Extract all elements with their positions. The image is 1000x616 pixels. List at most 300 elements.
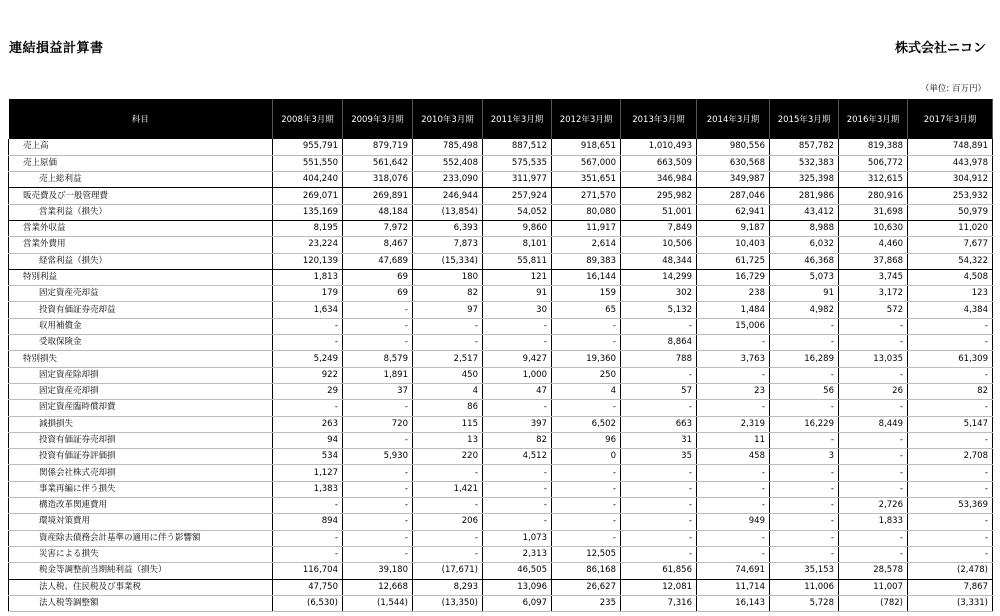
value-cell: 23 [697, 383, 770, 399]
value-cell: - [552, 514, 621, 530]
value-cell: - [273, 318, 343, 334]
value-cell: 12,668 [343, 579, 413, 595]
value-cell: - [770, 514, 839, 530]
value-cell: - [839, 481, 908, 497]
table-body [9, 139, 993, 612]
table-row [9, 432, 993, 448]
value-cell: 552,408 [413, 155, 483, 171]
value-cell: - [770, 481, 839, 497]
value-cell: - [273, 400, 343, 416]
value-cell: 80,080 [552, 204, 621, 220]
value-cell: 30 [483, 302, 552, 318]
value-cell: 9,427 [483, 351, 552, 367]
table-row [9, 400, 993, 416]
value-cell: 346,984 [621, 172, 697, 188]
value-cell: - [343, 335, 413, 351]
value-cell: 922 [273, 367, 343, 383]
row-label: 営業利益（損失） [9, 204, 273, 220]
value-cell: 235 [552, 595, 621, 611]
value-cell: - [343, 546, 413, 562]
value-cell: 404,240 [273, 172, 343, 188]
row-label: 関係会社株式売却損 [9, 465, 273, 481]
row-label: 営業外収益 [9, 220, 273, 236]
value-cell: - [697, 335, 770, 351]
table-row [9, 579, 993, 595]
value-cell: 10,506 [621, 237, 697, 253]
value-cell: - [343, 432, 413, 448]
value-cell: 304,912 [908, 172, 993, 188]
value-cell: 123 [908, 286, 993, 302]
column-header-year: 2013年3月期 [621, 99, 697, 139]
row-label: 固定資産売却益 [9, 286, 273, 302]
value-cell: 13,096 [483, 579, 552, 595]
value-cell: 663,509 [621, 155, 697, 171]
value-cell: - [273, 530, 343, 546]
value-cell: 1,813 [273, 269, 343, 285]
value-cell: 16,144 [552, 269, 621, 285]
value-cell: 86 [413, 400, 483, 416]
value-cell: 567,000 [552, 155, 621, 171]
value-cell: 233,090 [413, 172, 483, 188]
value-cell: - [908, 530, 993, 546]
value-cell: 879,719 [343, 139, 413, 155]
row-label: 営業外費用 [9, 237, 273, 253]
value-cell: 13,035 [839, 351, 908, 367]
value-cell: 54,052 [483, 204, 552, 220]
value-cell: 47,750 [273, 579, 343, 595]
value-cell: 1,383 [273, 481, 343, 497]
value-cell: 857,782 [770, 139, 839, 155]
row-label: 固定資産除却損 [9, 367, 273, 383]
value-cell: 11 [697, 432, 770, 448]
value-cell: 14,299 [621, 269, 697, 285]
value-cell: - [697, 400, 770, 416]
value-cell: - [621, 367, 697, 383]
value-cell: 23,224 [273, 237, 343, 253]
table-row [9, 530, 993, 546]
value-cell: - [483, 318, 552, 334]
value-cell: 9,187 [697, 220, 770, 236]
value-cell: - [908, 481, 993, 497]
table-row [9, 139, 993, 155]
value-cell: 46,368 [770, 253, 839, 269]
value-cell: - [621, 498, 697, 514]
value-cell: - [483, 514, 552, 530]
value-cell: - [839, 335, 908, 351]
row-label: 売上総利益 [9, 172, 273, 188]
value-cell: - [770, 335, 839, 351]
value-cell: 4,460 [839, 237, 908, 253]
value-cell: 551,550 [273, 155, 343, 171]
table-row [9, 188, 993, 204]
value-cell: 8,467 [343, 237, 413, 253]
value-cell: - [621, 530, 697, 546]
value-cell: 253,932 [908, 188, 993, 204]
value-cell: 15,006 [697, 318, 770, 334]
row-label: 構造改革関連費用 [9, 498, 273, 514]
value-cell: 263 [273, 416, 343, 432]
value-cell: 6,502 [552, 416, 621, 432]
value-cell: - [483, 465, 552, 481]
row-label: 環境対策費用 [9, 514, 273, 530]
value-cell: 572 [839, 302, 908, 318]
value-cell: - [839, 400, 908, 416]
value-cell: 2,319 [697, 416, 770, 432]
value-cell: 50,979 [908, 204, 993, 220]
value-cell: 271,570 [552, 188, 621, 204]
value-cell: 2,614 [552, 237, 621, 253]
table-row [9, 595, 993, 611]
value-cell: 61,856 [621, 563, 697, 579]
value-cell: 250 [552, 367, 621, 383]
value-cell: - [839, 432, 908, 448]
value-cell: 19,360 [552, 351, 621, 367]
value-cell: 11,006 [770, 579, 839, 595]
table-row [9, 449, 993, 465]
value-cell: - [770, 432, 839, 448]
value-cell: 37,868 [839, 253, 908, 269]
value-cell: 238 [697, 286, 770, 302]
table-row [9, 481, 993, 497]
value-cell: - [413, 465, 483, 481]
value-cell: 7,972 [343, 220, 413, 236]
value-cell: - [273, 498, 343, 514]
value-cell: 116,704 [273, 563, 343, 579]
value-cell: 11,020 [908, 220, 993, 236]
value-cell: - [770, 465, 839, 481]
row-label: 経常利益（損失） [9, 253, 273, 269]
value-cell: 5,147 [908, 416, 993, 432]
column-header-year: 2010年3月期 [413, 99, 483, 139]
value-cell: 89,383 [552, 253, 621, 269]
value-cell: 246,944 [413, 188, 483, 204]
value-cell: 1,484 [697, 302, 770, 318]
value-cell: 4 [552, 383, 621, 399]
value-cell: - [413, 335, 483, 351]
value-cell: - [839, 546, 908, 562]
value-cell: 8,579 [343, 351, 413, 367]
value-cell: 8,195 [273, 220, 343, 236]
value-cell: 46,505 [483, 563, 552, 579]
value-cell: 9,860 [483, 220, 552, 236]
value-cell: 94 [273, 432, 343, 448]
value-cell: 287,046 [697, 188, 770, 204]
value-cell: - [770, 498, 839, 514]
value-cell: - [343, 514, 413, 530]
value-cell: - [483, 400, 552, 416]
value-cell: 31,698 [839, 204, 908, 220]
value-cell: - [770, 530, 839, 546]
value-cell: 5,930 [343, 449, 413, 465]
column-header-year: 2008年3月期 [273, 99, 343, 139]
value-cell: 1,073 [483, 530, 552, 546]
value-cell: - [343, 465, 413, 481]
column-header-account: 科目 [9, 99, 273, 139]
value-cell: 8,293 [413, 579, 483, 595]
value-cell: 450 [413, 367, 483, 383]
value-cell: 48,184 [343, 204, 413, 220]
value-cell: (15,334) [413, 253, 483, 269]
company-name: 株式会社ニコン [894, 41, 986, 56]
value-cell: - [697, 546, 770, 562]
value-cell: - [908, 546, 993, 562]
value-cell: 6,097 [483, 595, 552, 611]
value-cell: - [908, 514, 993, 530]
value-cell: 534 [273, 449, 343, 465]
value-cell: 11,714 [697, 579, 770, 595]
value-cell: 47 [483, 383, 552, 399]
value-cell: 3 [770, 449, 839, 465]
value-cell: - [697, 481, 770, 497]
table-row [9, 318, 993, 334]
value-cell: 31 [621, 432, 697, 448]
value-cell: 53,369 [908, 498, 993, 514]
value-cell: - [839, 465, 908, 481]
row-label: 投資有価証券売却益 [9, 302, 273, 318]
value-cell: - [908, 367, 993, 383]
value-cell: - [908, 400, 993, 416]
row-label: 特別利益 [9, 269, 273, 285]
value-cell: 5,132 [621, 302, 697, 318]
value-cell: 135,169 [273, 204, 343, 220]
value-cell: - [839, 449, 908, 465]
value-cell: 2,708 [908, 449, 993, 465]
value-cell: - [770, 318, 839, 334]
value-cell: 1,634 [273, 302, 343, 318]
table-row [9, 465, 993, 481]
value-cell: 13 [413, 432, 483, 448]
value-cell: 82 [908, 383, 993, 399]
value-cell: 269,071 [273, 188, 343, 204]
value-cell: - [621, 481, 697, 497]
value-cell: 48,344 [621, 253, 697, 269]
value-cell: - [621, 514, 697, 530]
value-cell: - [908, 335, 993, 351]
value-cell: - [839, 318, 908, 334]
value-cell: - [908, 318, 993, 334]
value-cell: 5,728 [770, 595, 839, 611]
table-row [9, 204, 993, 220]
value-cell: - [908, 465, 993, 481]
column-header-year: 2015年3月期 [770, 99, 839, 139]
value-cell: 91 [483, 286, 552, 302]
value-cell: (1,544) [343, 595, 413, 611]
value-cell: 785,498 [413, 139, 483, 155]
row-label: 受取保険金 [9, 335, 273, 351]
value-cell: 8,988 [770, 220, 839, 236]
row-label: 特別損失 [9, 351, 273, 367]
value-cell: - [552, 481, 621, 497]
value-cell: - [343, 318, 413, 334]
value-cell: 8,864 [621, 335, 697, 351]
value-cell: 35 [621, 449, 697, 465]
value-cell: 7,677 [908, 237, 993, 253]
value-cell: 16,729 [697, 269, 770, 285]
value-cell: 96 [552, 432, 621, 448]
value-cell: 121 [483, 269, 552, 285]
value-cell: 2,726 [839, 498, 908, 514]
row-label: 災害による損失 [9, 546, 273, 562]
value-cell: 887,512 [483, 139, 552, 155]
value-cell: - [413, 498, 483, 514]
value-cell: 663 [621, 416, 697, 432]
row-label: 投資有価証券売却損 [9, 432, 273, 448]
row-label: 売上高 [9, 139, 273, 155]
value-cell: - [552, 530, 621, 546]
value-cell: 7,316 [621, 595, 697, 611]
value-cell: (13,350) [413, 595, 483, 611]
value-cell: 351,651 [552, 172, 621, 188]
row-label: 法人税、住民税及び事業税 [9, 579, 273, 595]
value-cell: - [343, 530, 413, 546]
value-cell: 28,578 [839, 563, 908, 579]
value-cell: 5,249 [273, 351, 343, 367]
value-cell: 0 [552, 449, 621, 465]
value-cell: 2,313 [483, 546, 552, 562]
value-cell: 115 [413, 416, 483, 432]
value-cell: 918,651 [552, 139, 621, 155]
table-header-row [9, 99, 993, 139]
value-cell: - [413, 318, 483, 334]
row-label: 法人税等調整額 [9, 595, 273, 611]
column-header-year: 2014年3月期 [697, 99, 770, 139]
value-cell: - [621, 400, 697, 416]
value-cell: - [552, 318, 621, 334]
value-cell: (2,478) [908, 563, 993, 579]
value-cell: 4,512 [483, 449, 552, 465]
value-cell: 69 [343, 286, 413, 302]
value-cell: 295,982 [621, 188, 697, 204]
table-row [9, 351, 993, 367]
value-cell: - [413, 530, 483, 546]
value-cell: - [697, 498, 770, 514]
value-cell: 819,388 [839, 139, 908, 155]
value-cell: 720 [343, 416, 413, 432]
table-row [9, 253, 993, 269]
table-row [9, 416, 993, 432]
value-cell: 82 [483, 432, 552, 448]
value-cell: 1,891 [343, 367, 413, 383]
value-cell: - [273, 335, 343, 351]
column-header-year: 2012年3月期 [552, 99, 621, 139]
value-cell: - [621, 465, 697, 481]
value-cell: 6,032 [770, 237, 839, 253]
value-cell: - [839, 530, 908, 546]
value-cell: 159 [552, 286, 621, 302]
value-cell: - [413, 546, 483, 562]
column-header-year: 2009年3月期 [343, 99, 413, 139]
row-label: 固定資産売却損 [9, 383, 273, 399]
value-cell: - [483, 498, 552, 514]
table-row [9, 498, 993, 514]
value-cell: 4,982 [770, 302, 839, 318]
value-cell: 788 [621, 351, 697, 367]
value-cell: 43,412 [770, 204, 839, 220]
row-label: 減損損失 [9, 416, 273, 432]
value-cell: - [343, 481, 413, 497]
row-label: 投資有価証券評価損 [9, 449, 273, 465]
value-cell: 458 [697, 449, 770, 465]
value-cell: 1,010,493 [621, 139, 697, 155]
value-cell: 54,322 [908, 253, 993, 269]
table-row [9, 302, 993, 318]
value-cell: 65 [552, 302, 621, 318]
value-cell: 349,987 [697, 172, 770, 188]
value-cell: 8,449 [839, 416, 908, 432]
value-cell: 5,073 [770, 269, 839, 285]
value-cell: 269,891 [343, 188, 413, 204]
unit-note: （単位: 百万円） [920, 84, 986, 94]
value-cell: 62,941 [697, 204, 770, 220]
value-cell: (3,331) [908, 595, 993, 611]
row-label: 販売費及び一般管理費 [9, 188, 273, 204]
value-cell: 220 [413, 449, 483, 465]
value-cell: 894 [273, 514, 343, 530]
value-cell: 443,978 [908, 155, 993, 171]
value-cell: - [343, 498, 413, 514]
income-statement-table [8, 99, 993, 612]
value-cell: 57 [621, 383, 697, 399]
value-cell: 55,811 [483, 253, 552, 269]
row-label: 資産除去債務会計基準の適用に伴う影響額 [9, 530, 273, 546]
value-cell: - [552, 400, 621, 416]
value-cell: 16,289 [770, 351, 839, 367]
table-row [9, 514, 993, 530]
value-cell: 280,916 [839, 188, 908, 204]
row-label: 固定資産臨時償却費 [9, 400, 273, 416]
value-cell: 35,153 [770, 563, 839, 579]
value-cell: 281,986 [770, 188, 839, 204]
value-cell: 180 [413, 269, 483, 285]
value-cell: 302 [621, 286, 697, 302]
table-row [9, 172, 993, 188]
value-cell: 532,383 [770, 155, 839, 171]
value-cell: 206 [413, 514, 483, 530]
column-header-year: 2011年3月期 [483, 99, 552, 139]
value-cell: 4,384 [908, 302, 993, 318]
value-cell: 397 [483, 416, 552, 432]
value-cell: 11,917 [552, 220, 621, 236]
value-cell: 3,172 [839, 286, 908, 302]
value-cell: - [273, 546, 343, 562]
value-cell: - [621, 318, 697, 334]
value-cell: 3,745 [839, 269, 908, 285]
value-cell: 69 [343, 269, 413, 285]
value-cell: 120,139 [273, 253, 343, 269]
table-row [9, 335, 993, 351]
value-cell: 12,081 [621, 579, 697, 595]
table-row [9, 383, 993, 399]
table-row [9, 563, 993, 579]
value-cell: 2,517 [413, 351, 483, 367]
value-cell: - [908, 432, 993, 448]
row-label: 税金等調整前当期純利益（損失） [9, 563, 273, 579]
value-cell: 7,867 [908, 579, 993, 595]
table-row [9, 546, 993, 562]
value-cell: 61,725 [697, 253, 770, 269]
value-cell: 26,627 [552, 579, 621, 595]
value-cell: 3,763 [697, 351, 770, 367]
column-header-year: 2017年3月期 [908, 99, 993, 139]
value-cell: - [483, 335, 552, 351]
value-cell: 1,421 [413, 481, 483, 497]
column-header-year: 2016年3月期 [839, 99, 908, 139]
value-cell: 26 [839, 383, 908, 399]
value-cell: - [483, 481, 552, 497]
value-cell: - [697, 530, 770, 546]
value-cell: 311,977 [483, 172, 552, 188]
value-cell: 10,403 [697, 237, 770, 253]
